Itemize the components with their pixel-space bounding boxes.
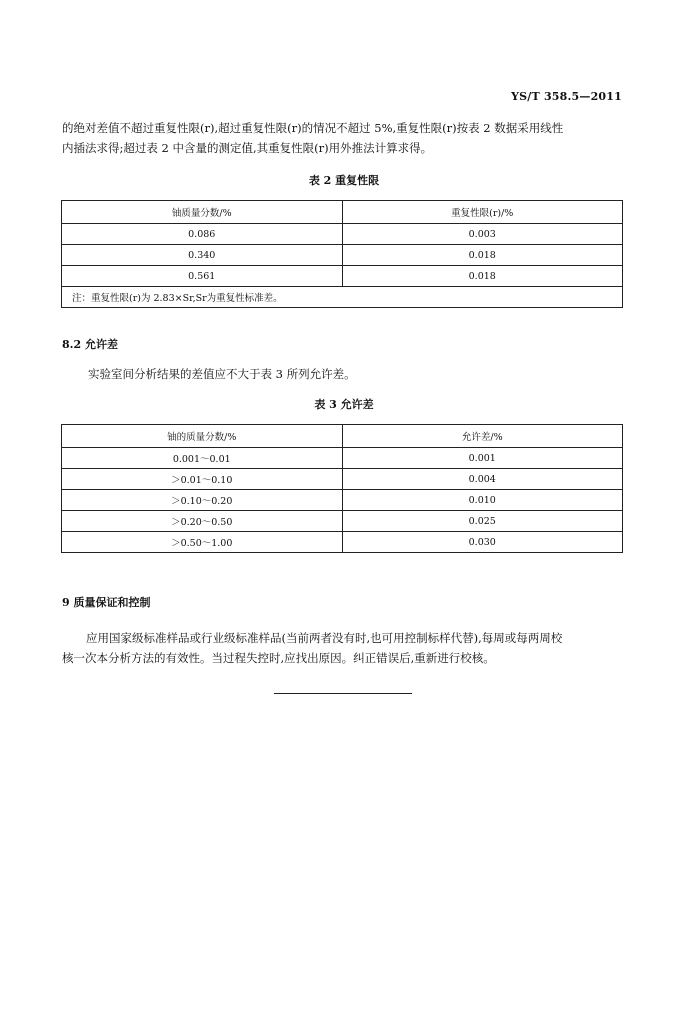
intro-line-1: 的绝对差值不超过重复性限(r),超过重复性限(r)的情况不超过 5%,重复性限(r)按表 2 数据采用线性 [62, 121, 564, 135]
table2-caption: 表 2 重复性限 [308, 174, 380, 187]
intro-line-2: 内插法求得;超过表 2 中含量的测定值,其重复性限(r)用外推法计算求得。 [62, 141, 433, 155]
table-row [62, 448, 623, 469]
table3-cell: 0.025 [342, 511, 623, 532]
table2-cell: 0.561 [62, 266, 343, 287]
table-row [62, 511, 623, 532]
table-row [62, 469, 623, 490]
table2-col-repeatability: 重复性限(r)/% [342, 201, 623, 224]
table2-cell: 0.018 [342, 266, 623, 287]
section-9-heading: 9 质量保证和控制 [62, 596, 151, 609]
end-rule [274, 693, 412, 694]
table3-cell: ＞0.20～0.50 [62, 511, 343, 532]
table-row [62, 266, 623, 287]
table3-col-uranium: 铀的质量分数/% [62, 425, 343, 448]
table3-cell: ＞0.10～0.20 [62, 490, 343, 511]
table2-header-row [62, 201, 623, 224]
table3-cell: 0.001 [342, 448, 623, 469]
table2-col-uranium: 铀质量分数/% [62, 201, 343, 224]
table2-note-row [62, 287, 623, 308]
section-8-2-heading: 8.2 允许差 [62, 338, 118, 351]
table3-col-tolerance: 允许差/% [342, 425, 623, 448]
section-9-paragraph [62, 628, 626, 668]
table2-cell: 0.340 [62, 245, 343, 266]
table3-cell: ＞0.50～1.00 [62, 532, 343, 553]
table-row [62, 224, 623, 245]
table2-cell: 0.018 [342, 245, 623, 266]
table3-tolerance [61, 424, 623, 553]
table3-cell: ＞0.01～0.10 [62, 469, 343, 490]
intro-paragraph [62, 118, 626, 158]
table-row [62, 490, 623, 511]
standard-number: YS/T 358.5—2011 [511, 90, 622, 103]
table3-cell: 0.010 [342, 490, 623, 511]
section-9-line-2: 核一次本分析方法的有效性。当过程失控时,应找出原因。纠正错误后,重新进行校核。 [62, 651, 495, 665]
section-9-line-1: 应用国家级标准样品或行业级标准样品(当前两者没有时,也可用控制标样代替),每周或每两周校 [86, 631, 563, 645]
section-8-2-text: 实验室间分析结果的差值应不大于表 3 所列允许差。 [88, 367, 356, 381]
table3-caption: 表 3 允许差 [314, 398, 374, 411]
table2-repeatability-limit [61, 200, 623, 308]
table-row [62, 245, 623, 266]
table3-cell: 0.001～0.01 [62, 448, 343, 469]
table3-cell: 0.004 [342, 469, 623, 490]
table2-cell: 0.086 [62, 224, 343, 245]
table-row [62, 532, 623, 553]
table2-note: 注：重复性限(r)为 2.83×Sr,Sr为重复性标准差。 [62, 287, 623, 308]
table3-cell: 0.030 [342, 532, 623, 553]
table2-cell: 0.003 [342, 224, 623, 245]
table3-header-row [62, 425, 623, 448]
